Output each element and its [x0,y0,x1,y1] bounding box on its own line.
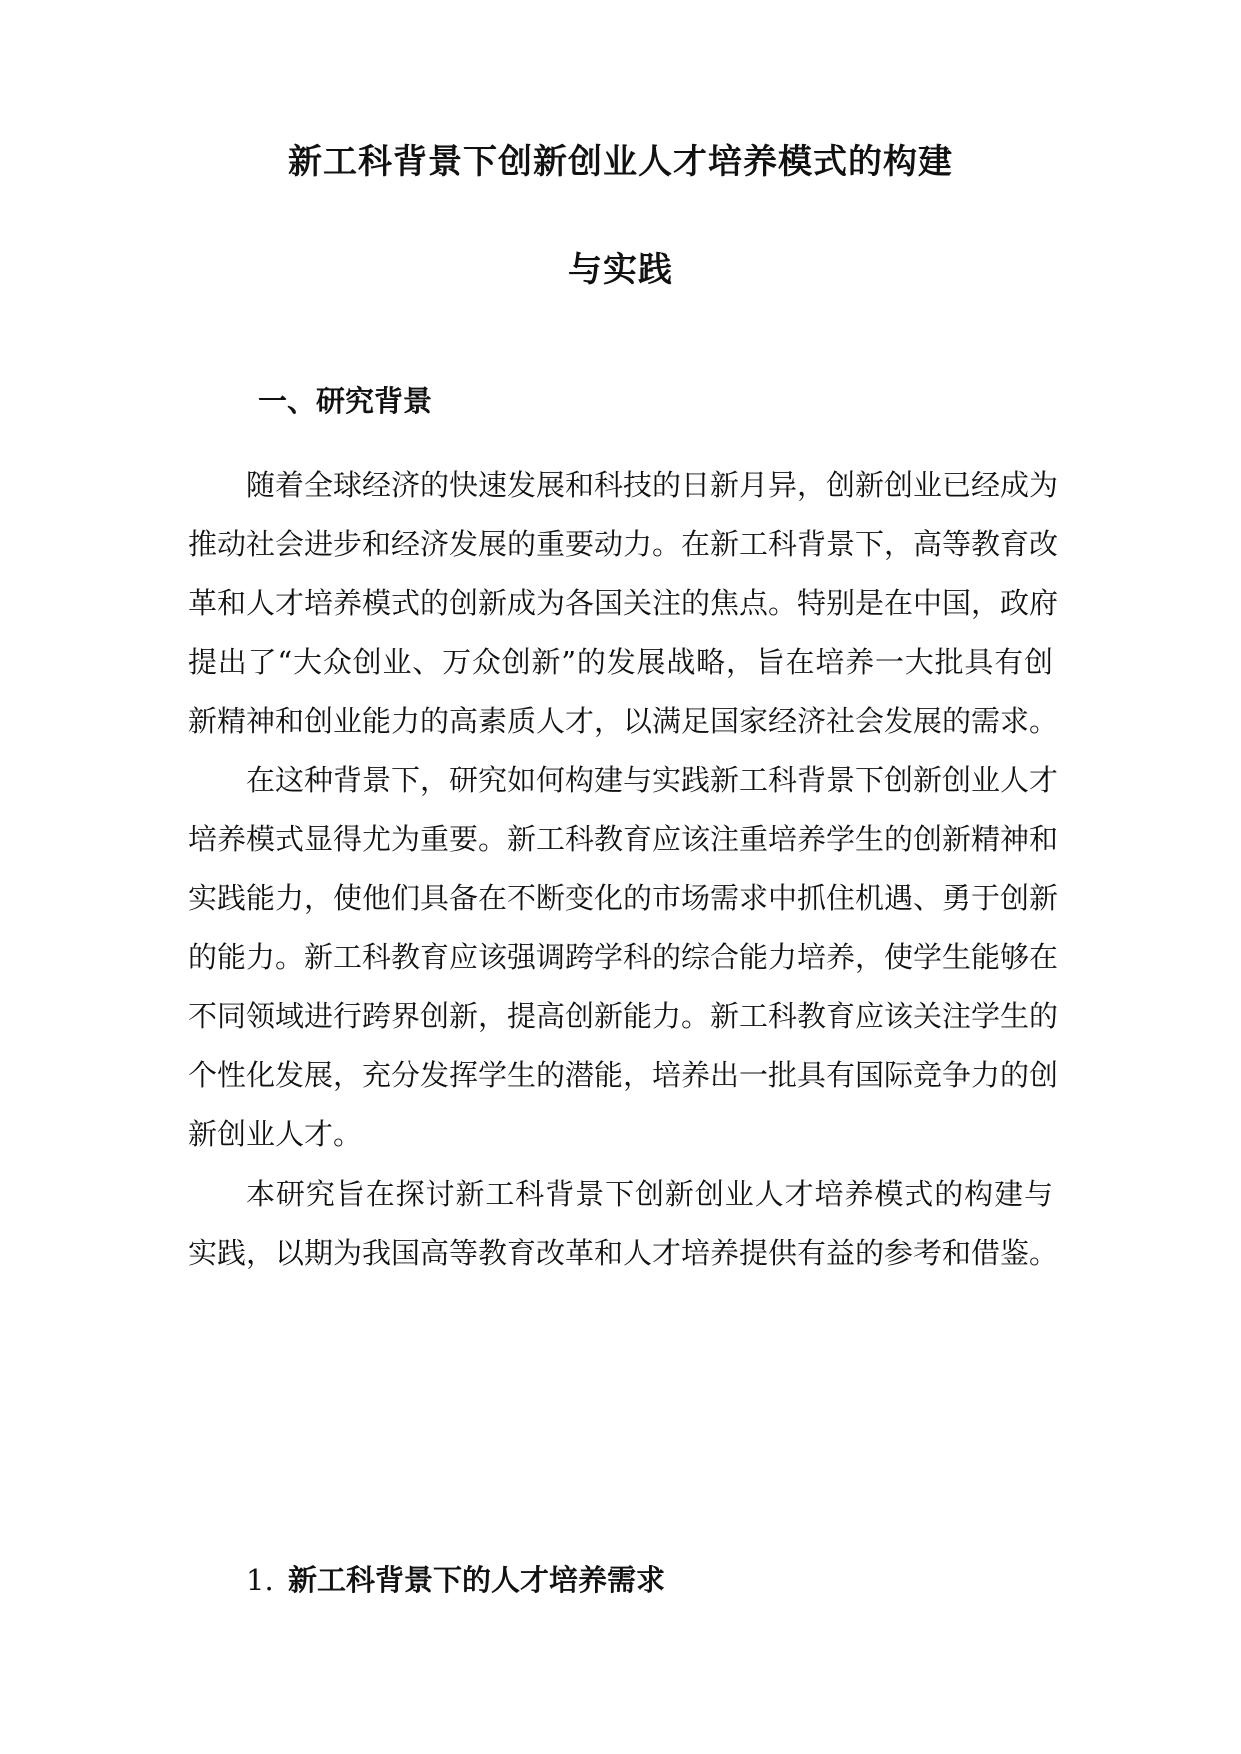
paragraph-line: 实践，以期为我国高等教育改革和人才培养提供有益的参考和借鉴。 [188,1236,1059,1270]
paragraph-line: 培养模式显得尤为重要。新工科教育应该注重培养学生的创新精神和 [188,822,1059,856]
paragraph-line: 本研究旨在探讨新工科背景下创新创业人才培养模式的构建与 [246,1177,1053,1211]
paragraph-line: 提出了“大众创业、万众创新”的发展战略，旨在培养一大批具有创 [188,645,1053,679]
document-title-line-1: 新工科背景下创新创业人才培养模式的构建 [288,142,953,182]
paragraph-line: 的能力。新工科教育应该强调跨学科的综合能力培养，使学生能够在 [188,940,1059,974]
document-title-line-2: 与实践 [568,250,673,290]
paragraph-line: 在这种背景下，研究如何构建与实践新工科背景下创新创业人才 [246,763,1059,797]
paragraph-line: 新精神和创业能力的高素质人才，以满足国家经济社会发展的需求。 [188,704,1059,738]
subsection-heading [246,1560,665,1600]
paragraph-line: 个性化发展，充分发挥学生的潜能，培养出一批具有国际竞争力的创 [188,1058,1059,1092]
section-heading: 一、研究背景 [258,384,433,418]
subsection-title: 新工科背景下的人才培养需求 [288,1563,666,1597]
paragraph-line: 实践能力，使他们具备在不断变化的市场需求中抓住机遇、勇于创新 [188,881,1059,915]
paragraph-line: 推动社会进步和经济发展的重要动力。在新工科背景下，高等教育改 [188,527,1059,561]
paragraph-line: 随着全球经济的快速发展和科技的日新月异，创新创业已经成为 [246,468,1059,502]
paragraph-line: 新创业人才。 [188,1117,363,1151]
subsection-number: 1. [246,1563,274,1597]
paragraph-line: 革和人才培养模式的创新成为各国关注的焦点。特别是在中国，政府 [188,586,1059,620]
paragraph-line: 不同领域进行跨界创新，提高创新能力。新工科教育应该关注学生的 [188,999,1059,1033]
